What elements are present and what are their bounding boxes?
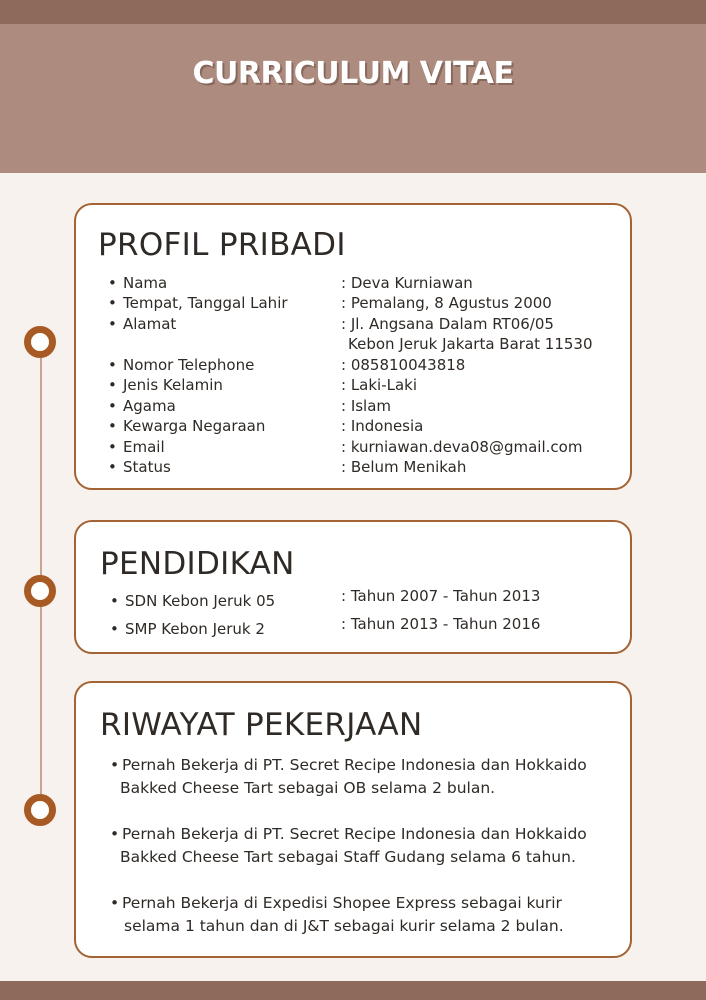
work-item-3-line2: selama 1 tahun dan di J&T sebagai kurir selama 2 bulan.	[124, 917, 564, 935]
profile-value-birth: : Pemalang, 8 Agustus 2000	[341, 294, 552, 312]
profile-label-phone: Nomor Telephone	[123, 356, 255, 374]
bullet: •	[108, 438, 117, 456]
page-title: CURRICULUM VITAE	[192, 56, 514, 91]
bullet: •	[108, 417, 117, 435]
profile-value-address-line2: Kebon Jeruk Jakarta Barat 11530	[348, 335, 593, 353]
bottom-strip	[0, 981, 706, 1000]
bullet: •	[110, 620, 119, 638]
profile-label-email: Email	[123, 438, 165, 456]
bullet: •	[108, 458, 117, 476]
education-school-1: SDN Kebon Jeruk 05	[125, 592, 276, 610]
education-title: PENDIDIKAN	[100, 546, 295, 582]
education-years-2: : Tahun 2013 - Tahun 2016	[341, 615, 541, 633]
profile-value-address: : Jl. Angsana Dalam RT06/05	[341, 315, 554, 333]
profile-label-status: Status	[123, 458, 171, 476]
work-item-2-line1: Pernah Bekerja di PT. Secret Recipe Indonesia dan Hokkaido	[122, 825, 587, 843]
top-strip	[0, 0, 706, 24]
education-school-2: SMP Kebon Jeruk 2	[125, 620, 265, 638]
profile-value-religion: : Islam	[341, 397, 392, 415]
profile-label-birth: Tempat, Tanggal Lahir	[123, 294, 288, 312]
bullet: •	[108, 294, 117, 312]
profile-label-name: Nama	[123, 274, 168, 292]
timeline-dot-profile	[24, 326, 56, 358]
profile-label-religion: Agama	[123, 397, 176, 415]
bullet: •	[110, 825, 120, 843]
bullet: •	[110, 756, 120, 774]
bullet: •	[108, 356, 117, 374]
bullet: •	[108, 397, 117, 415]
work-item-2-line2: Bakked Cheese Tart sebagai Staff Gudang selama 6 tahun.	[120, 848, 576, 866]
bullet: •	[108, 274, 117, 292]
work-card	[74, 681, 632, 958]
profile-label-citizenship: Kewarga Negaraan	[123, 417, 266, 435]
profile-value-gender: : Laki-Laki	[341, 376, 418, 394]
bullet: •	[110, 592, 119, 610]
bullet: •	[108, 376, 117, 394]
bullet: •	[110, 894, 120, 912]
education-card	[74, 520, 632, 654]
education-years-1: : Tahun 2007 - Tahun 2013	[341, 587, 541, 605]
profile-value-phone: : 085810043818	[341, 356, 466, 374]
profile-value-name: : Deva Kurniawan	[341, 274, 473, 292]
work-item-1-line1: Pernah Bekerja di PT. Secret Recipe Indonesia dan Hokkaido	[122, 756, 587, 774]
timeline-dot-work	[24, 794, 56, 826]
work-title: RIWAYAT PEKERJAAN	[100, 707, 423, 743]
timeline-dot-education	[24, 575, 56, 607]
work-item-1-line2: Bakked Cheese Tart sebagai OB selama 2 bulan.	[120, 779, 496, 797]
profile-label-gender: Jenis Kelamin	[123, 376, 223, 394]
bullet: •	[108, 315, 117, 333]
profile-title: PROFIL PRIBADI	[98, 227, 346, 263]
profile-value-citizenship: : Indonesia	[341, 417, 424, 435]
work-item-3-line1: Pernah Bekerja di Expedisi Shopee Express sebagai kurir	[122, 894, 562, 912]
profile-card	[74, 203, 632, 490]
profile-label-address: Alamat	[123, 315, 177, 333]
profile-value-status: : Belum Menikah	[341, 458, 467, 476]
header-band	[0, 24, 706, 173]
profile-value-email: : kurniawan.deva08@gmail.com	[341, 438, 583, 456]
